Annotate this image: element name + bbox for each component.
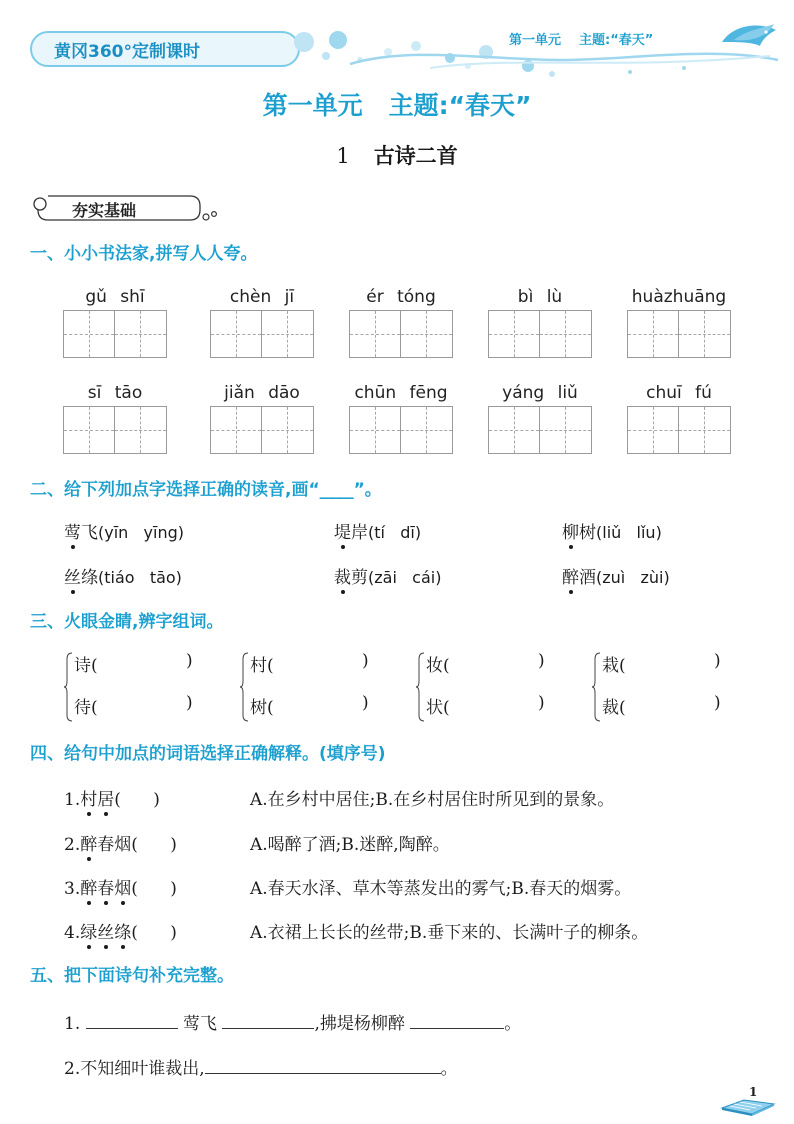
pinyin-label: bì lù — [517, 287, 563, 307]
section-3-title: 三、火眼金睛,辨字组词。 — [30, 612, 224, 632]
brand-label: 黄冈360°定制课时 — [54, 41, 200, 62]
pair-character: 树( — [250, 698, 274, 718]
pair-row — [74, 651, 193, 676]
char-pair — [240, 651, 400, 723]
answer-paren[interactable]: ( ) — [114, 790, 160, 810]
dotted-character: 村 — [80, 785, 97, 810]
meaning-item — [64, 874, 631, 899]
pinyin-item — [488, 286, 592, 358]
meaning-item — [64, 918, 648, 943]
pinyin-label: huàzhuāng — [631, 287, 727, 307]
reading-choice — [64, 563, 182, 588]
writing-box[interactable] — [488, 310, 540, 358]
dotted-character: 绿 — [80, 918, 97, 943]
section-4-title: 四、给句中加点的词语选择正确解释。(填序号) — [30, 744, 386, 764]
answer-paren[interactable]: ) — [714, 651, 721, 671]
reading-choice — [562, 518, 662, 543]
meaning-question — [64, 830, 250, 855]
running-header — [509, 29, 653, 48]
pinyin-item — [627, 382, 731, 454]
pinyin-item — [63, 382, 167, 454]
writing-box[interactable] — [540, 406, 592, 454]
answer-paren[interactable]: ) — [186, 651, 193, 671]
meaning-options: A.喝醉了酒;B.迷醉,陶醉。 — [250, 835, 450, 855]
section-2-title: 二、给下列加点字选择正确的读音,画“____”。 — [30, 480, 382, 500]
answer-blank[interactable] — [86, 1011, 178, 1029]
word-rest: 春烟 — [97, 835, 132, 855]
brace-icon — [416, 651, 426, 723]
reading-choice — [334, 518, 421, 543]
pinyin-item — [627, 286, 731, 358]
pinyin-options[interactable]: (liǔ lǐu) — [596, 523, 662, 542]
dotted-character: 莺 — [64, 518, 81, 543]
dotted-character: 春 — [97, 874, 114, 899]
answer-blank[interactable] — [410, 1011, 504, 1029]
answer-paren[interactable]: ) — [538, 651, 545, 671]
meaning-question — [64, 785, 250, 810]
writing-box[interactable] — [401, 406, 453, 454]
poem-line-2-text: 不知细叶谁裁出, — [80, 1059, 205, 1079]
writing-box[interactable] — [63, 310, 115, 358]
item-number: 4. — [64, 923, 81, 943]
char-pair — [592, 651, 752, 723]
writing-box[interactable] — [210, 406, 262, 454]
answer-paren[interactable]: ) — [714, 693, 721, 713]
writing-box[interactable] — [627, 406, 679, 454]
pinyin-options[interactable]: (tiáo tāo) — [98, 568, 182, 587]
poem-line-1 — [64, 1009, 521, 1034]
pair-row — [602, 693, 721, 718]
writing-box[interactable] — [488, 406, 540, 454]
reading-choice — [334, 563, 441, 588]
meaning-options: A.衣裙上长长的丝带;B.垂下来的、长满叶子的柳条。 — [250, 923, 649, 943]
writing-box[interactable] — [679, 406, 731, 454]
answer-paren[interactable]: ( ) — [131, 835, 177, 855]
writing-box[interactable] — [262, 406, 314, 454]
pinyin-item — [488, 382, 592, 454]
pinyin-label: chūn fēng — [354, 383, 448, 403]
answer-paren[interactable]: ) — [362, 651, 369, 671]
word-rest: 飞 — [81, 523, 98, 543]
pinyin-label: chuī fú — [646, 383, 712, 403]
meaning-item — [64, 785, 614, 810]
writing-boxes — [349, 406, 453, 454]
pair-row — [74, 693, 193, 718]
meaning-options: A.在乡村中居住;B.在乡村居住时所见到的景象。 — [250, 790, 615, 810]
writing-box[interactable] — [401, 310, 453, 358]
pinyin-item — [210, 286, 314, 358]
poem-line-2 — [64, 1054, 458, 1079]
pinyin-label: ér tóng — [366, 287, 436, 307]
meaning-item — [64, 830, 450, 855]
section-5-title: 五、把下面诗句补充完整。 — [30, 966, 234, 986]
writing-box[interactable] — [540, 310, 592, 358]
pair-row — [426, 651, 545, 676]
unit-title-theme: 主题:“春天” — [388, 91, 532, 120]
pinyin-item — [349, 382, 453, 454]
meaning-options: A.春天水泽、草木等蒸发出的雾气;B.春天的烟雾。 — [250, 879, 632, 899]
answer-blank[interactable] — [205, 1056, 441, 1074]
writing-box[interactable] — [679, 310, 731, 358]
writing-box[interactable] — [262, 310, 314, 358]
dotted-character: 绦 — [114, 918, 131, 943]
dotted-character: 裁 — [334, 563, 351, 588]
answer-paren[interactable]: ) — [362, 693, 369, 713]
pair-row — [250, 693, 369, 718]
writing-box[interactable] — [210, 310, 262, 358]
writing-boxes — [63, 406, 167, 454]
writing-boxes — [488, 310, 592, 358]
poem-line-2-number: 2. — [64, 1059, 81, 1079]
poem-line-1-number: 1. — [64, 1014, 81, 1034]
pinyin-item — [210, 382, 314, 454]
pair-row — [426, 693, 545, 718]
answer-paren[interactable]: ( ) — [131, 923, 177, 943]
char-pair — [416, 651, 576, 723]
poem-line-2-end: 。 — [440, 1059, 458, 1079]
dotted-character: 丝 — [97, 918, 114, 943]
answer-paren[interactable]: ( ) — [131, 879, 177, 899]
header-unit: 第一单元 — [509, 33, 562, 48]
lesson-title — [0, 140, 794, 170]
badge-label: 夯实基础 — [72, 201, 137, 220]
dotted-character: 柳 — [562, 518, 579, 543]
dotted-character: 烟 — [114, 874, 131, 899]
brand-banner — [30, 31, 300, 67]
pair-character: 栽( — [602, 656, 626, 676]
answer-blank[interactable] — [222, 1011, 314, 1029]
page-number: 1 — [749, 1085, 758, 1099]
word-rest: 酒 — [579, 568, 596, 588]
writing-box[interactable] — [349, 406, 401, 454]
dotted-character: 堤 — [334, 518, 351, 543]
item-number: 3. — [64, 879, 81, 899]
lesson-name: 古诗二首 — [373, 143, 458, 168]
pair-character: 待( — [74, 698, 98, 718]
pinyin-options[interactable]: (zāi cái) — [368, 568, 442, 587]
pair-character: 村( — [250, 656, 274, 676]
bird-icon — [722, 24, 776, 46]
brace-icon — [64, 651, 74, 723]
pinyin-label: gǔ shī — [85, 287, 145, 307]
poem-line-1-word: 莺飞 — [183, 1014, 218, 1034]
pinyin-label: chèn jī — [229, 287, 295, 307]
meaning-question — [64, 918, 250, 943]
writing-boxes — [210, 310, 314, 358]
pair-character: 妆( — [426, 656, 450, 676]
writing-box[interactable] — [115, 310, 167, 358]
pinyin-options[interactable]: (yīn yīng) — [98, 523, 185, 542]
header-theme: 主题:“春天” — [579, 33, 654, 48]
word-rest: 绦 — [81, 568, 98, 588]
writing-box[interactable] — [349, 310, 401, 358]
dotted-character: 醉 — [80, 830, 97, 855]
pinyin-options[interactable]: (tí dī) — [368, 523, 422, 542]
word-rest: 树 — [579, 523, 596, 543]
char-pair — [64, 651, 224, 723]
pair-row — [250, 651, 369, 676]
writing-box[interactable] — [63, 406, 115, 454]
lesson-number: 1 — [336, 144, 350, 168]
meaning-question — [64, 874, 250, 899]
header-decoration — [290, 16, 790, 86]
section-1-title: 一、小小书法家,拼写人人夸。 — [30, 244, 258, 264]
writing-boxes — [63, 310, 167, 358]
pinyin-options[interactable]: (zuì zùi) — [596, 568, 670, 587]
writing-boxes — [627, 406, 731, 454]
pinyin-item — [349, 286, 453, 358]
poem-line-1-text: ,拂堤杨柳醉 — [314, 1014, 405, 1034]
writing-boxes — [349, 310, 453, 358]
pair-character: 诗( — [74, 656, 98, 676]
poem-line-1-end: 。 — [504, 1014, 522, 1034]
dotted-character: 居 — [97, 785, 114, 810]
writing-box[interactable] — [115, 406, 167, 454]
dotted-character: 醉 — [562, 563, 579, 588]
item-number: 2. — [64, 835, 81, 855]
reading-choice — [562, 563, 670, 588]
pair-character: 裁( — [602, 698, 626, 718]
dotted-character: 丝 — [64, 563, 81, 588]
pair-row — [602, 651, 721, 676]
writing-box[interactable] — [627, 310, 679, 358]
pinyin-label: jiǎn dāo — [224, 383, 300, 403]
brace-icon — [592, 651, 602, 723]
pair-character: 状( — [426, 698, 450, 718]
writing-boxes — [210, 406, 314, 454]
unit-title-unit: 第一单元 — [262, 91, 363, 120]
pinyin-label: sī tāo — [87, 383, 143, 403]
reading-choice — [64, 518, 184, 543]
answer-paren[interactable]: ) — [538, 693, 545, 713]
word-rest: 剪 — [351, 568, 368, 588]
pinyin-label: yáng liǔ — [502, 383, 578, 403]
item-number: 1. — [64, 790, 81, 810]
word-rest: 岸 — [351, 523, 368, 543]
pinyin-item — [63, 286, 167, 358]
brace-icon — [240, 651, 250, 723]
unit-title — [0, 86, 794, 122]
answer-paren[interactable]: ) — [186, 693, 193, 713]
book-icon — [720, 1094, 776, 1116]
writing-boxes — [627, 310, 731, 358]
dotted-character: 醉 — [80, 874, 97, 899]
writing-boxes — [488, 406, 592, 454]
